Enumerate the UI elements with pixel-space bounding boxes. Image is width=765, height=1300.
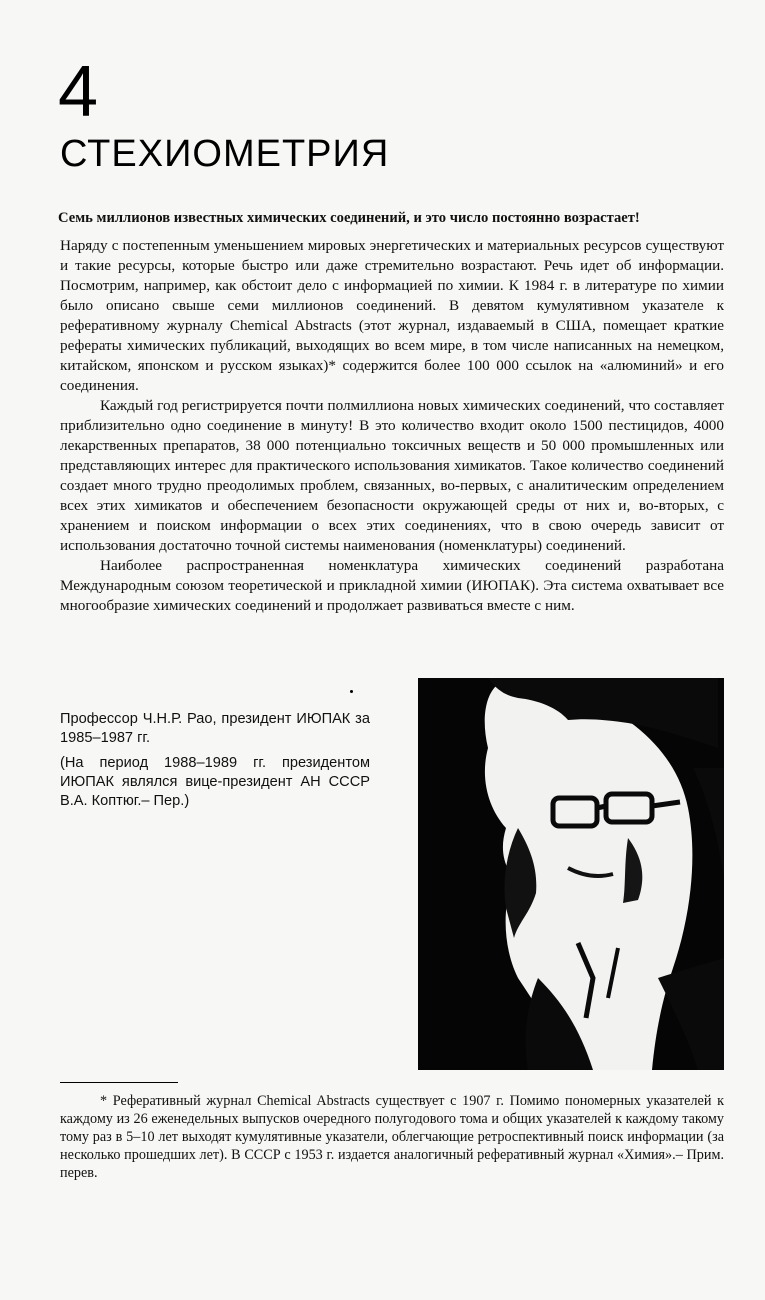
body-text <box>60 236 724 616</box>
portrait-illustration <box>418 678 724 1070</box>
paragraph-2: Каждый год регистрируется почти полмиллиона новых химических соединений, что составляет приблизительно одно соединение в минуту! В это количество входит около 1500 пестицидов, 4000 лекарственных препаратов, 38 000 потенциально токсичных веществ и 50 000 промышленных или представляющих интерес для практического использования химикатов. Такое количество соединений создает много трудно преодолимых проблем, связанных, во-первых, с аналитическим определением всех этих химикатов и обеспечением безопасности окружающей среды от них и, во-вторых, с хранением и поиском информации о всех этих соединениях, что в свою очередь зависит от использования достаточно точной системы наименования (номенклатуры) соединений. <box>60 397 724 554</box>
paragraph-3: Наиболее распространенная номенклатура химических соединений разработана Международным союзом теоретической и прикладной химии (ИЮПАК). Эта система охватывает все многообразие химических соединений и продолжает развиваться вместе с ним. <box>60 557 724 614</box>
footnote <box>60 1092 724 1182</box>
portrait-photo <box>418 678 724 1070</box>
footnote-text: * Реферативный журнал Chemical Abstracts существует с 1907 г. Помимо пономерных указателей к каждому из 26 еженедельных выпусков очередного полугодового тома и общих указателей к каждому такому тому раз в 5–10 лет выходят кумулятивные указатели, облегчающие ретроспективный поиск информации (за несколько прошедших лет). В СССР с 1953 г. издается аналогичный реферативный журнал «Химия».– Прим. перев. <box>60 1093 724 1181</box>
translator-note: (На период 1988–1989 гг. президентом ИЮПАК являлся вице-президент АН СССР В.А. Коптюг.– Пер.) <box>60 755 370 809</box>
chapter-number: 4 <box>58 52 99 132</box>
photo-caption: Профессор Ч.Н.Р. Рао, президент ИЮПАК за 1985–1987 гг. <box>60 711 370 746</box>
footnote-rule <box>60 1082 178 1083</box>
chapter-title: СТЕХИОМЕТРИЯ <box>60 133 390 175</box>
paragraph-1: Наряду с постепенным уменьшением мировых энергетических и материальных ресурсов существуют и такие ресурсы, которые быстро или даже стремительно возрастают. Речь идет об информации. Посмотрим, например, как обстоит дело с информацией по химии. К 1984 г. в литературе по химии было описано свыше семи миллионов соединений. В девятом кумулятивном указателе к реферативному журналу Chemical Abstracts (этот журнал, издаваемый в США, помещает краткие рефераты химических публикаций, выходящих во всем мире, в том числе написанных на немецком, китайском, японском и русском языках)* содержится более 100 000 ссылок на «алюминий» и его соединения. <box>60 237 724 394</box>
epigraph: Семь миллионов известных химических соединений, и это число постоянно возрастает! <box>58 210 640 226</box>
print-speck <box>350 690 353 693</box>
